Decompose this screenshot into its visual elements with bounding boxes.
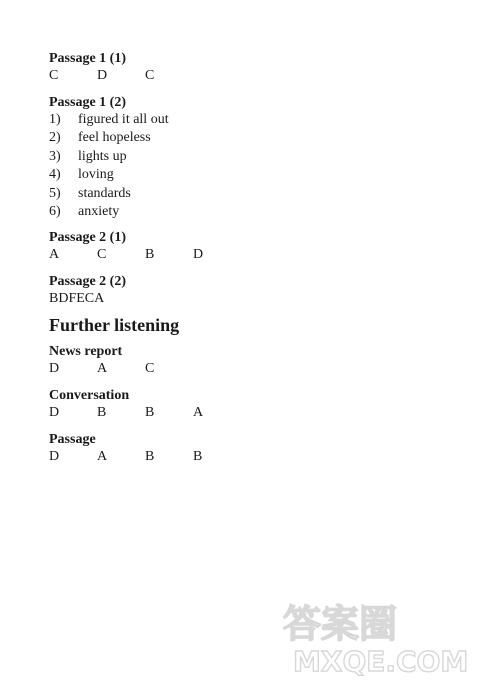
item-number: 6) xyxy=(49,203,61,219)
answer-item: C xyxy=(145,68,155,83)
answer-item: D xyxy=(49,449,60,465)
list-item xyxy=(49,148,449,166)
list-item xyxy=(49,166,449,184)
section-title-passage-2-1: Passage 2 (1) xyxy=(49,230,126,246)
answer-key-document xyxy=(49,50,449,465)
answer-item: A xyxy=(193,405,204,421)
answer-row-passage xyxy=(49,448,449,465)
section-title-passage-2-2: Passage 2 (2) xyxy=(49,274,126,290)
answer-item: A xyxy=(97,449,108,465)
answer-item: B xyxy=(97,405,107,421)
watermark-chinese: 答案圈 xyxy=(283,602,398,646)
answer-item: D xyxy=(97,68,108,83)
item-text: feel hopeless xyxy=(78,130,151,146)
answer-item: C xyxy=(145,361,155,377)
answer-item: C xyxy=(49,68,59,83)
item-text: anxiety xyxy=(78,203,120,219)
item-text: loving xyxy=(78,167,114,183)
group-title-news-report: News report xyxy=(49,344,123,360)
list-item xyxy=(49,111,449,129)
answer-item: B xyxy=(145,247,155,263)
answer-item: D xyxy=(49,405,60,421)
answer-list-passage-1-2 xyxy=(49,111,449,221)
answer-item: B xyxy=(145,449,155,465)
answer-row-conversation xyxy=(49,404,449,421)
answer-item: D xyxy=(193,247,204,263)
answer-item: A xyxy=(97,361,108,377)
item-number: 2) xyxy=(49,130,61,146)
item-text: figured it all out xyxy=(78,112,169,127)
answer-item: B xyxy=(193,449,203,465)
answer-item: D xyxy=(49,361,60,377)
group-title-passage: Passage xyxy=(49,432,96,448)
item-number: 5) xyxy=(49,185,61,201)
answer-item: A xyxy=(49,247,60,263)
item-number: 4) xyxy=(49,167,61,183)
group-title-conversation: Conversation xyxy=(49,388,130,404)
further-listening-heading: Further listening xyxy=(49,315,180,336)
answer-item: C xyxy=(97,247,107,263)
item-text: standards xyxy=(78,185,131,201)
answer-item: B xyxy=(145,405,155,421)
item-number: 3) xyxy=(49,148,61,164)
answer-row-passage-1-1 xyxy=(49,67,449,84)
list-item xyxy=(49,185,449,203)
list-item xyxy=(49,203,449,221)
answer-row-news-report xyxy=(49,360,449,377)
answer-sequence: BDFECA xyxy=(49,291,105,307)
section-title-passage-1-1: Passage 1 (1) xyxy=(49,51,126,66)
watermark-logo xyxy=(279,597,469,677)
list-item xyxy=(49,129,449,147)
section-title-passage-1-2: Passage 1 (2) xyxy=(49,95,126,110)
item-number: 1) xyxy=(49,112,61,127)
item-text: lights up xyxy=(78,148,127,164)
answer-row-passage-2-1 xyxy=(49,246,449,263)
watermark-site: MXQE.COM xyxy=(293,645,469,677)
